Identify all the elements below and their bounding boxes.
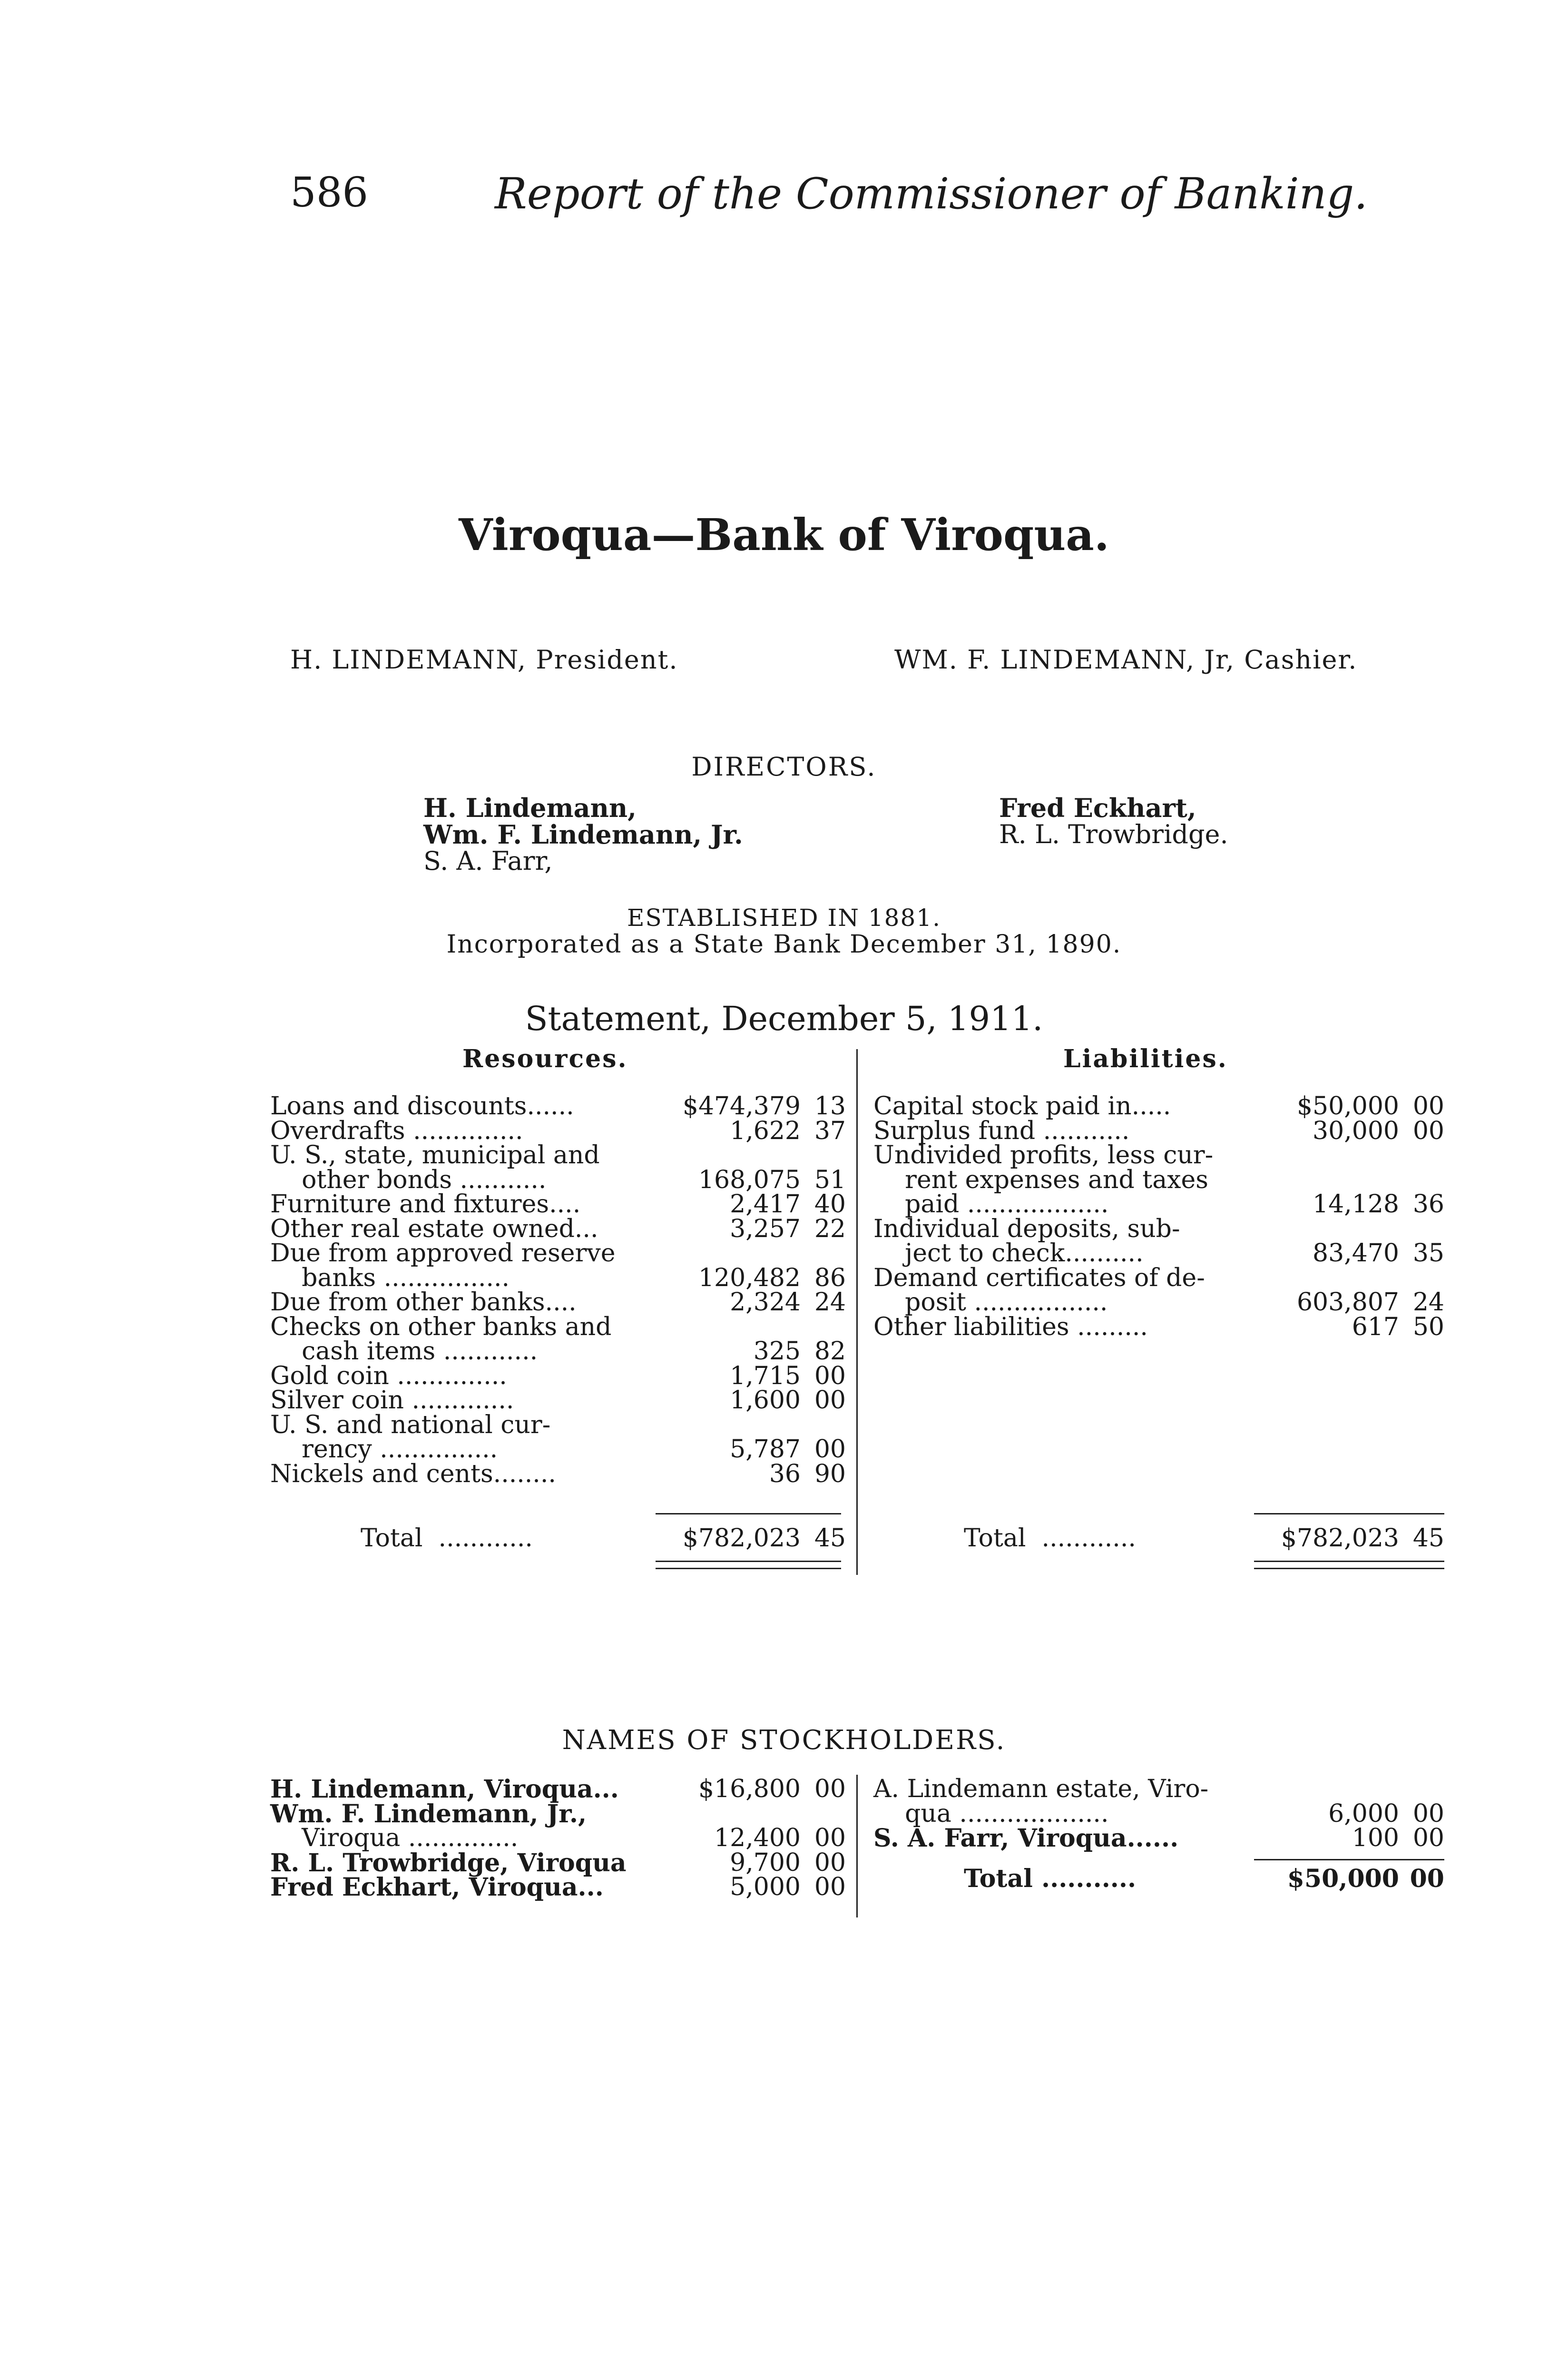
row-label: Gold coin .............. [270, 1361, 507, 1390]
total-label: Total ........... [964, 1864, 1137, 1893]
row-cents: 00 [814, 1435, 846, 1464]
directors-heading: DIRECTORS. [691, 752, 877, 782]
row-label: Wm. F. Lindemann, Jr., [270, 1799, 587, 1828]
row-label: Demand certificates of de- [873, 1263, 1205, 1292]
running-title: Report of the Commissioner of Banking. [495, 169, 1368, 219]
row-cents: 22 [814, 1214, 846, 1243]
total-cents: 45 [814, 1524, 846, 1553]
row-cents: 00 [814, 1386, 846, 1415]
liabilities-table [873, 1094, 1444, 1570]
row-cents: 36 [1412, 1190, 1444, 1219]
president: H. LINDEMANN, President. [290, 645, 678, 675]
row-dollars: 617 [1352, 1312, 1399, 1341]
row-label: cash items ............ [270, 1337, 538, 1366]
row-label: other bonds ........... [270, 1165, 547, 1194]
row-cents: 00 [814, 1361, 846, 1390]
row-label: ject to check.......... [873, 1239, 1144, 1268]
row-label: Loans and discounts...... [270, 1092, 574, 1121]
stockholders-right [873, 1777, 1444, 1920]
row-cents: 82 [814, 1337, 846, 1366]
double-rule [1254, 1568, 1444, 1569]
row-cents: 13 [814, 1092, 846, 1121]
row-dollars: 2,324 [730, 1288, 801, 1317]
row-label: U. S. and national cur- [270, 1410, 551, 1439]
row-label: Viroqua .............. [270, 1824, 519, 1852]
row-label: Due from other banks.... [270, 1288, 577, 1317]
row-dollars: 120,482 [698, 1263, 801, 1292]
row-dollars: 1,622 [730, 1116, 801, 1145]
total-label: Total ............ [361, 1524, 533, 1553]
statement-title: Statement, December 5, 1911. [525, 999, 1043, 1038]
row-cents: 50 [1412, 1312, 1444, 1341]
row-label: Furniture and fixtures.... [270, 1190, 581, 1219]
total-rule [656, 1513, 841, 1514]
row-cents: 00 [1412, 1116, 1444, 1145]
resources-table [270, 1094, 846, 1570]
director: S. A. Farr, [423, 846, 553, 876]
row-cents: 24 [814, 1288, 846, 1317]
row-cents: 00 [1412, 1092, 1444, 1121]
directors-right [999, 795, 1228, 848]
total-dollars: $50,000 [1287, 1864, 1399, 1893]
row-dollars: $16,800 [698, 1775, 801, 1803]
row-label: Due from approved reserve [270, 1239, 616, 1268]
row-dollars: 1,715 [730, 1361, 801, 1390]
row-cents: 00 [814, 1873, 846, 1901]
row-cents: 00 [1412, 1824, 1444, 1852]
row-dollars: 1,600 [730, 1386, 801, 1415]
total-dollars: $782,023 [682, 1524, 801, 1553]
stockholders-heading: NAMES OF STOCKHOLDERS. [562, 1725, 1006, 1756]
row-cents: 37 [814, 1116, 846, 1145]
row-dollars: 2,417 [730, 1190, 801, 1219]
double-rule [1254, 1561, 1444, 1562]
row-label: Overdrafts .............. [270, 1116, 523, 1145]
row-dollars: 12,400 [714, 1824, 801, 1852]
row-dollars: $50,000 [1296, 1092, 1399, 1121]
row-cents: 40 [814, 1190, 846, 1219]
stockholders-divider [856, 1775, 858, 1917]
row-label: qua ................... [873, 1799, 1109, 1828]
total-dollars: $782,023 [1281, 1524, 1399, 1553]
director: Wm. F. Lindemann, Jr. [423, 819, 743, 850]
row-dollars: 30,000 [1313, 1116, 1399, 1145]
directors-left [423, 795, 743, 875]
total-rule [1254, 1513, 1444, 1514]
row-label: Checks on other banks and [270, 1312, 612, 1341]
row-label: Surplus fund ........... [873, 1116, 1130, 1145]
row-dollars: 36 [769, 1459, 801, 1488]
row-label: R. L. Trowbridge, Viroqua [270, 1848, 627, 1878]
row-label: Undivided profits, less cur- [873, 1141, 1214, 1170]
row-dollars: 603,807 [1296, 1288, 1399, 1317]
row-label: Other real estate owned... [270, 1214, 598, 1243]
row-label: Capital stock paid in..... [873, 1092, 1171, 1121]
row-cents: 00 [814, 1848, 846, 1877]
director: Fred Eckhart, [999, 793, 1196, 823]
total-label: Total ............ [964, 1524, 1136, 1553]
row-cents: 00 [1412, 1799, 1444, 1828]
stockholders-left [270, 1777, 846, 1920]
bank-title: Viroqua—Bank of Viroqua. [459, 509, 1109, 560]
row-cents: 90 [814, 1459, 846, 1488]
double-rule [656, 1561, 841, 1562]
director: H. Lindemann, [423, 793, 637, 823]
row-label: Other liabilities ......... [873, 1312, 1148, 1341]
row-dollars: 3,257 [730, 1214, 801, 1243]
director: R. L. Trowbridge. [999, 819, 1228, 849]
row-label: rent expenses and taxes [873, 1165, 1208, 1194]
row-dollars: 9,700 [730, 1848, 801, 1877]
row-cents: 00 [814, 1824, 846, 1852]
row-cents: 35 [1412, 1239, 1444, 1268]
page-number: 586 [290, 169, 369, 216]
row-label: S. A. Farr, Viroqua...... [873, 1824, 1179, 1853]
row-cents: 00 [814, 1775, 846, 1803]
row-label: Fred Eckhart, Viroqua... [270, 1873, 604, 1902]
row-dollars: 168,075 [698, 1165, 801, 1194]
row-label: rency ............... [270, 1435, 498, 1464]
liabilities-heading: Liabilities. [1063, 1044, 1228, 1073]
row-label: paid .................. [873, 1190, 1109, 1219]
row-label: U. S., state, municipal and [270, 1141, 600, 1170]
row-dollars: 14,128 [1313, 1190, 1399, 1219]
row-dollars: 100 [1352, 1824, 1399, 1852]
column-divider [856, 1049, 858, 1575]
total-cents: 45 [1412, 1524, 1444, 1553]
total-cents: 00 [1410, 1864, 1444, 1893]
row-label: H. Lindemann, Viroqua... [270, 1775, 619, 1804]
row-label: Individual deposits, sub- [873, 1214, 1180, 1243]
row-label: banks ................ [270, 1263, 510, 1292]
row-dollars: 6,000 [1328, 1799, 1399, 1828]
established: ESTABLISHED IN 1881. [627, 904, 941, 932]
row-label: A. Lindemann estate, Viro- [873, 1775, 1209, 1803]
row-dollars: 325 [753, 1337, 801, 1366]
row-dollars: 83,470 [1313, 1239, 1399, 1268]
row-dollars: 5,787 [730, 1435, 801, 1464]
row-cents: 86 [814, 1263, 846, 1292]
row-cents: 24 [1412, 1288, 1444, 1317]
row-label: posit ................. [873, 1288, 1108, 1317]
double-rule [656, 1568, 841, 1569]
cashier: WM. F. LINDEMANN, Jr, Cashier. [894, 645, 1358, 675]
total-rule [1254, 1859, 1444, 1860]
row-dollars: 5,000 [730, 1873, 801, 1901]
row-dollars: $474,379 [682, 1092, 801, 1121]
incorporated: Incorporated as a State Bank December 31, 1890. [446, 930, 1122, 959]
row-label: Nickels and cents........ [270, 1459, 556, 1488]
row-cents: 51 [814, 1165, 846, 1194]
resources-heading: Resources. [462, 1044, 628, 1073]
row-label: Silver coin ............. [270, 1386, 514, 1415]
